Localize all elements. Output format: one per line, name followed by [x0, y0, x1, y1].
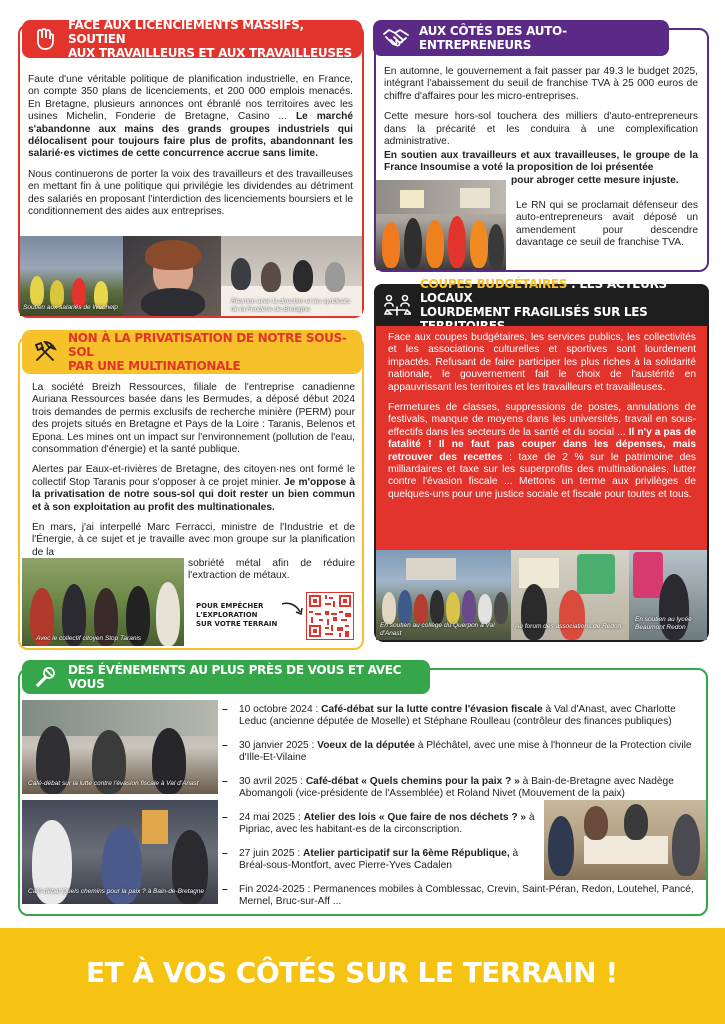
auto-entrepreneurs-body: [384, 66, 698, 156]
budget-p1: Face aux coupes budgétaires, les services publics, les collectivités et les associations culturelles et sportives sont lourdement impactés. Refusant de faire participer les plus riches à la solidarité nationale, le gouvernement fait le choix de l'austérité en appauvrissant les territoires et les travailleurs et travailleuses.: [388, 332, 696, 393]
auto-p1: En automne, le gouvernement a fait passer par 49.3 le budget 2025, intégrant l'abaissement du seuil de franchise TVA à 25 000 euros de chiffre d'affaires pour les micro-entreprises.: [384, 66, 698, 102]
forum-associations-photo: [511, 550, 629, 640]
stop-taranis-caption: Avec le collectif citoyen Stop Taranis: [36, 635, 142, 642]
handshake-icon: [381, 25, 411, 51]
mining-tools-icon: [30, 339, 60, 365]
lycee-caption: En soutien au lycée Beaumont Redon: [635, 616, 692, 631]
auto-p4: Le RN qui se proclamait défenseur des auto-entrepreneurs avait déposé un amendement pour descendre davantage ce seuil de franchise TVA.: [516, 200, 698, 249]
college-querpon-photo: [376, 550, 511, 640]
layoffs-body: [28, 74, 353, 226]
subsoil-title-line1: NON À LA PRIVATISATION DE NOTRE SOUS-SOL: [68, 331, 347, 359]
microphone-icon: [30, 664, 60, 690]
layoffs-title-line2: AUX TRAVAILLEURS ET AUX TRAVAILLEUSES: [68, 46, 352, 60]
auto-p3-bold: En soutien aux travailleurs et aux travailleuses, le groupe de la France Insoumise a voté la proposition de loi présentée: [384, 150, 698, 174]
budget-p2-bold: Il n'y a pas de fatalité ! Il ne faut pas couper dans les dépenses, mais retrouver des recettes: [388, 426, 697, 463]
webhelp-photo: [20, 236, 123, 316]
layoffs-header: [22, 20, 362, 58]
atelier-photo: [544, 800, 706, 880]
college-querpon-caption: En soutien au collège du Querpon à Val d'Anast: [380, 622, 495, 637]
subsoil-body: [32, 382, 355, 567]
budget-cuts-header: [374, 277, 709, 326]
layoffs-p1-bold: Le marché s'abandonne aux mains des grands groupes industriels qui délocalisent pour toujours faire plus de profits, abandonnant les salarié·es victimes de cette concurrence accrue sans limite.: [28, 111, 353, 160]
subsoil-p2-bold: Je m'oppose à la privatisation de notre sous-sol qui doit rester un bien commun et à son exploitation au profit des multinationales.: [32, 476, 355, 513]
protest-photo: [376, 180, 506, 270]
subsoil-title-line2: PAR UNE MULTINATIONALE: [68, 359, 241, 373]
budget-p2-end: : taxe de 2 % sur le patrimoine des milliardaires et taxe sur les superprofits des multinationales, lutter contre l'évasion fiscale ... Mettons un terme aux privilèges de quelques-uns pour une justice sociale et fiscale pour toutes et tous.: [388, 451, 696, 500]
subsoil-p2-text: Alertes par Eaux-et-rivières de Bretagne, des citoyen·nes ont formé le collectif Stop Taranis pour s'opposer à ce projet minier.: [32, 464, 355, 488]
evasion-fiscale-caption: Café-débat sur la lutte contre l'évasion fiscale à Val d'Anast: [28, 780, 199, 787]
portrait-photo: [123, 236, 221, 316]
subsoil-header: [22, 330, 362, 374]
auto-entrepreneurs-header: [373, 20, 669, 56]
subsoil-p3-end: sobriété métal afin de réduire l'extraction de métaux.: [188, 558, 355, 582]
auto-p2: Cette mesure hors-sol touchera des milliers d'auto-entrepreneurs dans la précarité et les conduira à une complexification administrative.: [384, 111, 698, 148]
qr-code[interactable]: [306, 592, 354, 640]
fonderie-meeting-photo: [221, 236, 362, 316]
footer-banner: [0, 928, 725, 1024]
events-title: DES ÉVÉNEMENTS AU PLUS PRÈS DE VOUS ET AVEC VOUS: [68, 663, 402, 691]
forum-caption: Au forum des associations de Redon: [515, 623, 622, 630]
paix-debate-photo: [22, 800, 218, 904]
budget-cuts-body: [388, 332, 696, 509]
events-header: [22, 660, 430, 694]
layoffs-p2: Nous continuerons de porter la voix des travailleurs et des travailleuses en mettant fin à une politique qui privilégie les dividendes au détriment des salariés en proposant l'interdiction des licenciements boursiers et le conditionnement des aides aux entreprises.: [28, 168, 353, 218]
layoffs-p1-text: Faute d'une véritable politique de planification industrielle, en France, on compte 350 plans de licenciements, et 200 000 emplois menacés. En Bretagne, plusieurs annonces ont ébranlé nos territoires avec les usines Michelin, Fonderie de Bretagne, Casino ...: [28, 74, 353, 123]
people-scale-icon: [382, 292, 412, 318]
qr-cta-text: POUR EMPÊCHER L'EXPLORATION SUR VOTRE TERRAIN: [196, 602, 278, 628]
budget-cuts-title-highlight: COUPES BUDGÉTAIRES: [420, 277, 568, 291]
paix-caption: Café-débat Quels chemins pour la paix ? à Bain-de-Bretagne: [28, 888, 204, 895]
subsoil-p3: En mars, j'ai interpellé Marc Ferracci, ministre de l'Industrie et de l'Énergie, à ce sujet et je travaille avec mon groupe sur la planification de la: [32, 522, 355, 558]
auto-p3: [384, 150, 698, 175]
subsoil-p1: La société Breizh Ressources, filiale de l'entreprise canadienne Auriana Ressources basée dans les Bermudes, a déposé début 2024 trois demandes de permis exclusifs de recherche minière (PERM) pour des projets situés en Bretagne et Pays de la Loire : Taranis, Belenos et Epona. Les mines ont un impact sur l'environnement (pollution de l'eau, consommation d'énergie) et la santé publique.: [32, 382, 355, 456]
raised-fist-icon: [30, 26, 60, 52]
footer-slogan: ET À VOS CÔTÉS SUR LE TERRAIN !: [86, 956, 618, 989]
budget-cuts-title-line2: LOURDEMENT FRAGILISÉS SUR LES: [420, 305, 648, 319]
layoffs-title-line1: FACE AUX LICENCIEMENTS MASSIFS, SOUTIEN: [68, 18, 304, 46]
evasion-fiscale-debate-photo: [22, 700, 218, 794]
auto-entrepreneurs-title: AUX CÔTÉS DES AUTO-ENTREPRENEURS: [419, 24, 567, 52]
webhelp-caption: Soutien aux salariés de Webhelp: [23, 304, 118, 311]
stop-taranis-photo: [22, 558, 184, 646]
fonderie-caption: Réunion avec la direction et les syndicats de la Fonderie de Bretagne: [231, 298, 351, 313]
lycee-beaumont-photo: [629, 550, 707, 640]
arrow-right-icon: [280, 600, 306, 623]
auto-p3-end: pour abroger cette mesure injuste.: [511, 175, 679, 186]
budget-cuts-title-line1: : LES ACTEURS LOCAUX: [420, 277, 667, 305]
budget-p2-text: Fermetures de classes, suppressions de postes, annulations de festivals, manque de moyens dans les universités, travail en sous-effectifs dans les secteurs de la santé et du social ...: [388, 402, 696, 438]
